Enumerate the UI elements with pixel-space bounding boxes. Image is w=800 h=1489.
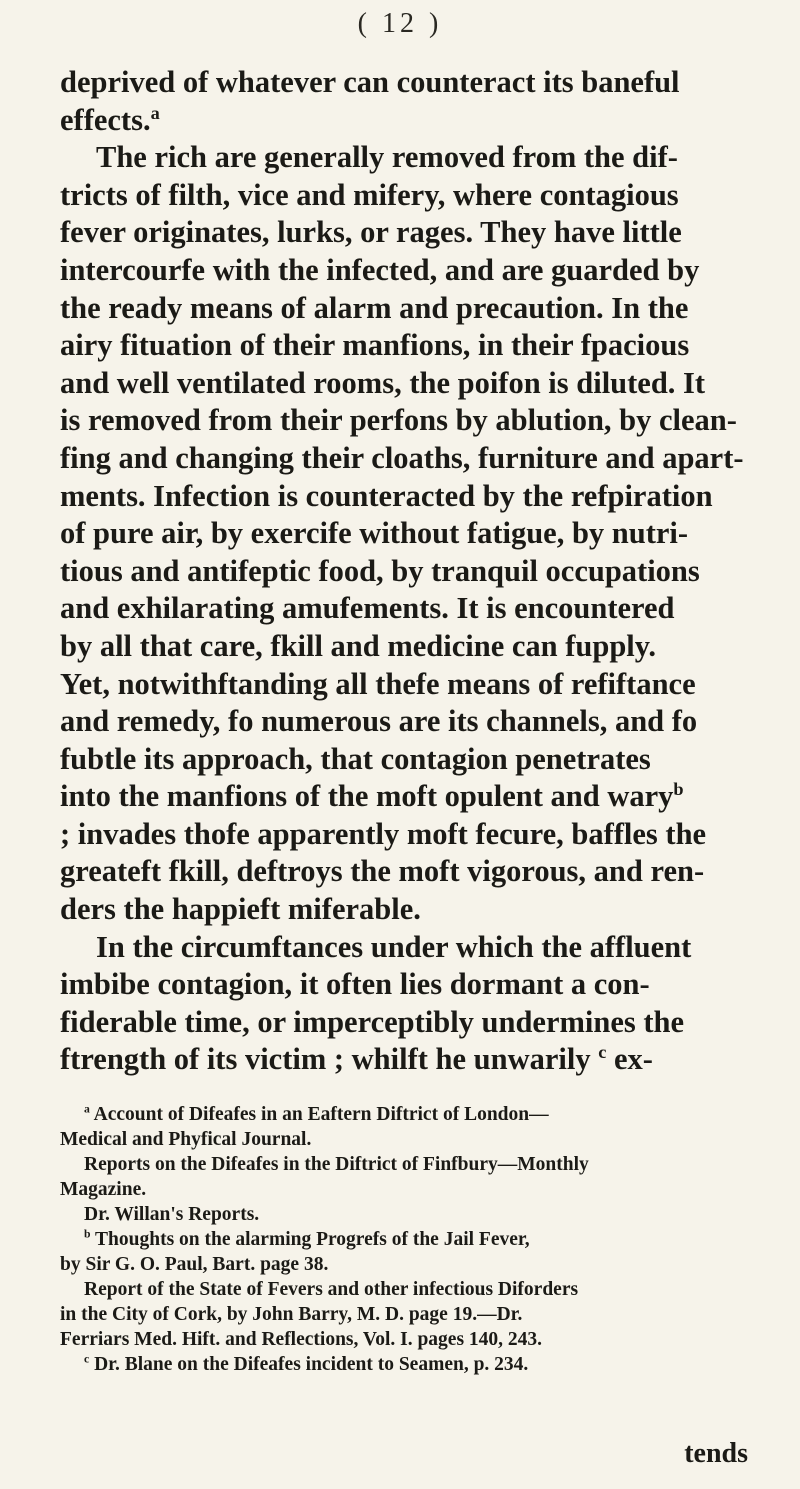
footnote-line: Magazine. — [60, 1179, 147, 1200]
text-line: tricts of filth, vice and mifery, where contagious — [60, 177, 679, 212]
text-line: ments. Infection is counteracted by the refpiration — [60, 478, 713, 513]
text-line: imbibe contagion, it often lies dormant a con- — [60, 967, 650, 1002]
text-line: into the manfions of the moft opulent and wary$^b$ — [60, 779, 684, 814]
page-number: ( 12 ) — [357, 8, 443, 39]
text-line: airy fituation of their manfions, in their fpacious — [60, 328, 690, 363]
footnote-line: Medical and Phyfical Journal. — [60, 1129, 312, 1150]
footnote-line: in the City of Cork, by John Barry, M. D. page 19.—Dr. — [60, 1304, 523, 1325]
paragraph-2 — [60, 139, 780, 928]
text-line: fing and changing their cloaths, furniture and apart- — [60, 440, 744, 475]
footnote-line: Ferriars Med. Hift. and Reflections, Vol. I. pages 140, 243. — [60, 1329, 543, 1350]
text-line: tious and antifeptic food, by tranquil occupations — [60, 553, 700, 588]
footnote-line: by Sir G. O. Paul, Bart. page 38. — [60, 1254, 329, 1275]
text-line: The rich are generally removed from the dif- — [96, 140, 678, 175]
text-line: of pure air, by exercife without fatigue, by nutri- — [60, 516, 689, 551]
footnote-ref-a[interactable]: a — [150, 102, 160, 123]
text-line: fiderable time, or imperceptibly undermines the — [60, 1004, 685, 1039]
text-line: intercourfe with the infected, and are guarded by — [60, 252, 700, 287]
catchword: tends — [684, 1438, 748, 1469]
footnote-ref-b[interactable]: b — [673, 779, 684, 800]
text-line: ders the happieft miferable. — [60, 892, 421, 927]
text-line: the ready means of alarm and precaution. In the — [60, 290, 689, 325]
text-line: and exhilarating amufements. It is encountered — [60, 591, 675, 626]
text-line: ; invades thofe apparently moft fecure, baffles the — [60, 816, 707, 851]
text-line: effects.$^a$ — [60, 102, 160, 137]
text-line: deprived of whatever can counteract its baneful — [60, 65, 680, 99]
paragraph-1 — [60, 64, 780, 139]
text-line: ftrength of its victim ; whilft he unwarily $^c$ ex- — [60, 1042, 653, 1077]
footnote-line: Dr. Willan's Reports. — [84, 1204, 260, 1225]
text-line: Yet, notwithftanding all thefe means of refiftance — [60, 666, 696, 701]
footnote-line: Reports on the Difeafes in the Diftrict of Finfbury—Monthly — [84, 1154, 589, 1175]
footnote-a: $^a$ Account of Difeafes in an Eaftern Diftrict of London— — [84, 1102, 549, 1125]
text-line: greateft fkill, deftroys the moft vigorous, and ren- — [60, 854, 705, 889]
text-line: fubtle its approach, that contagion penetrates — [60, 741, 651, 776]
footnote-c: $^c$ Dr. Blane on the Difeafes incident to Seamen, p. 234. — [84, 1352, 529, 1375]
paragraph-3 — [60, 929, 780, 1079]
text-line: and well ventilated rooms, the poifon is diluted. It — [60, 365, 706, 400]
text-line: is removed from their perfons by ablution, by clean- — [60, 403, 737, 438]
text-line: and remedy, fo numerous are its channels, and fo — [60, 704, 698, 739]
text-line: by all that care, fkill and medicine can fupply. — [60, 628, 656, 663]
text-line: fever originates, lurks, or rages. They have little — [60, 215, 682, 250]
footnote-b: $^b$ Thoughts on the alarming Progrefs of the Jail Fever, — [84, 1227, 530, 1250]
footnote-line: Report of the State of Fevers and other infectious Diforders — [84, 1279, 579, 1300]
footnotes — [60, 1102, 780, 1377]
main-text — [60, 64, 780, 1079]
text-line: In the circumftances under which the affluent — [96, 929, 692, 964]
footnote-ref-c[interactable]: c — [598, 1042, 607, 1063]
